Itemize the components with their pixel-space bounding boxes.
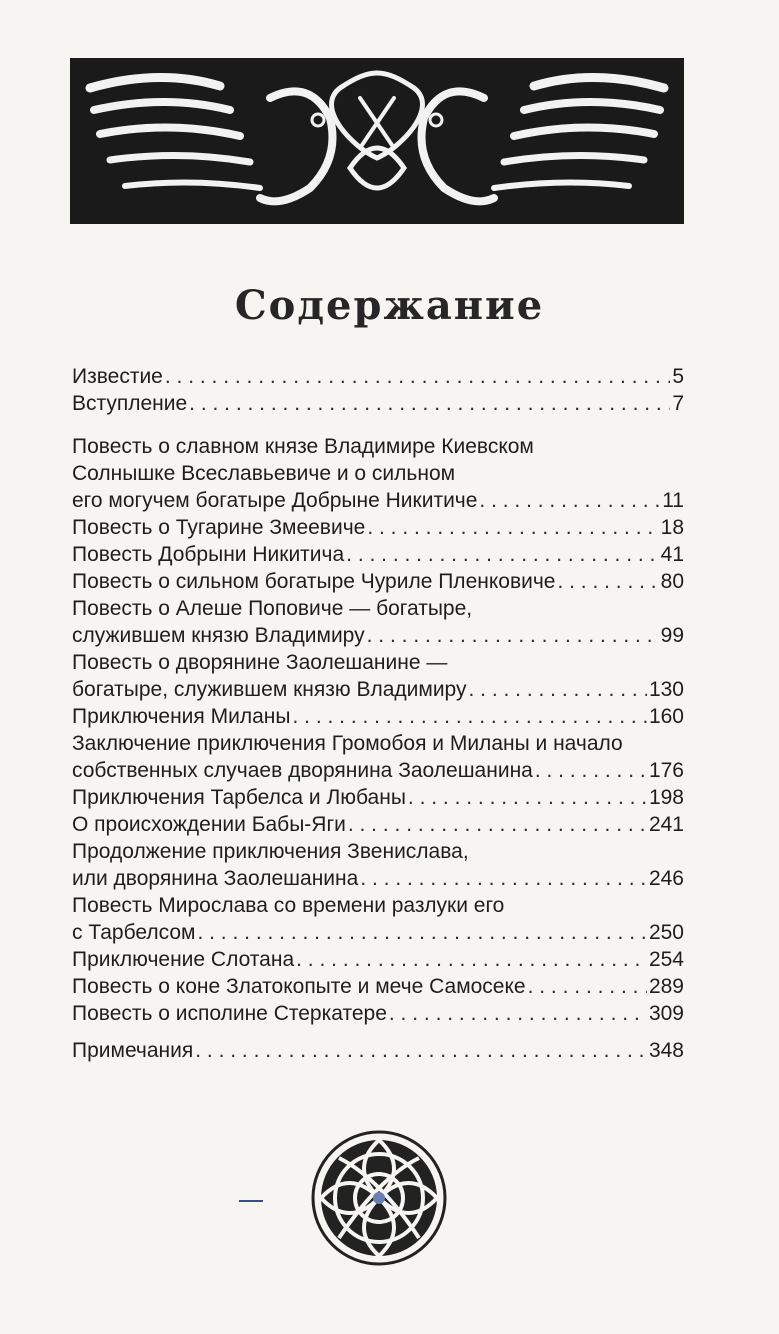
dot-leader <box>479 487 660 514</box>
toc-entry-title: Примечания <box>72 1039 194 1062</box>
stray-mark <box>239 1200 263 1202</box>
dot-leader <box>292 703 646 730</box>
toc-entry <box>72 363 684 390</box>
toc-entry-title: Приключения Тарбелса и Любаны <box>72 786 406 809</box>
toc-entry-title: Повесть о Алеше Поповиче — богатыре, <box>72 597 473 620</box>
toc-entry-title: Повесть о дворянине Заолешанине — <box>72 651 448 674</box>
toc-entry <box>72 973 684 1000</box>
toc-entry-title: Солнышке Всеславьевиче и о сильном <box>72 462 456 485</box>
toc-entry-title: Повесть о коне Златокопыте и мече Самосеке <box>72 975 526 998</box>
toc-page-number: 11 <box>662 489 684 512</box>
dot-leader <box>469 676 647 703</box>
toc-page-number: 246 <box>648 867 684 890</box>
dot-leader <box>346 541 658 568</box>
dot-leader <box>296 946 647 973</box>
toc-entry-title: Приключение Слотана <box>72 948 295 971</box>
toc-entry-title: Повесть Мирослава со времени разлуки его <box>72 894 505 917</box>
dot-leader <box>165 363 670 390</box>
dot-leader <box>528 973 647 1000</box>
toc-entry <box>72 703 684 730</box>
toc-page-number: 99 <box>660 624 684 647</box>
toc-entry-title: Повесть о сильном богатыре Чуриле Пленковиче <box>72 570 556 593</box>
ornament-birds-icon <box>70 58 684 224</box>
dot-leader <box>367 622 659 649</box>
toc-entry <box>72 541 684 568</box>
toc-entry <box>72 649 684 703</box>
toc-page-number: 7 <box>672 392 684 415</box>
toc-entry <box>72 892 684 946</box>
toc-entry-title: О происхождении Бабы-Яги <box>72 813 346 836</box>
toc-entry-title: собственных случаев дворянина Заолешанина <box>72 759 533 782</box>
toc-page-number: 309 <box>648 1002 684 1025</box>
toc-entry <box>72 1000 684 1027</box>
toc-entry-title: его могучем богатыре Добрыне Никитиче <box>72 489 478 512</box>
toc-page-number: 41 <box>660 543 684 566</box>
toc-entry-title: богатыре, служившем князю Владимиру <box>72 678 467 701</box>
dot-leader <box>189 390 670 417</box>
toc-entry-title: Заключение приключения Громобоя и Миланы и начало <box>72 732 623 755</box>
toc-entry-title: Повесть о исполине Стеркатере <box>72 1002 387 1025</box>
toc-entry-title: или дворянина Заолешанина <box>72 867 359 890</box>
dot-leader <box>348 811 647 838</box>
toc-entry-title: служившем князю Владимиру <box>72 624 365 647</box>
toc-page-number: 254 <box>648 948 684 971</box>
toc-page-number: 176 <box>648 759 684 782</box>
toc-entry <box>72 433 684 514</box>
toc-entry-title: Повесть о славном князе Владимире Киевском <box>72 435 534 458</box>
toc-entry <box>72 390 684 417</box>
dot-leader <box>389 1000 647 1027</box>
toc-page-number: 250 <box>648 921 684 944</box>
dot-leader <box>195 1037 647 1064</box>
toc-entry-title: Повесть о Тугарине Змеевиче <box>72 516 366 539</box>
toc-entry <box>72 568 684 595</box>
dot-leader <box>367 514 658 541</box>
table-of-contents <box>72 363 684 1064</box>
toc-entry-title: Вступление <box>72 392 188 415</box>
toc-entry-title: Приключения Миланы <box>72 705 291 728</box>
toc-entry <box>72 1037 684 1064</box>
ornament-banner <box>70 58 684 224</box>
toc-entry <box>72 514 684 541</box>
toc-page-number: 5 <box>672 365 684 388</box>
toc-entry <box>72 946 684 973</box>
toc-page-number: 160 <box>648 705 684 728</box>
toc-page-number: 348 <box>648 1039 684 1062</box>
toc-page-number: 241 <box>648 813 684 836</box>
toc-entry-title: Повесть Добрыни Никитича <box>72 543 345 566</box>
toc-page-number: 80 <box>660 570 684 593</box>
page-title: Содержание <box>234 282 545 329</box>
toc-page-number: 289 <box>648 975 684 998</box>
toc-page-number: 130 <box>648 678 684 701</box>
toc-entry-title: Продолжение приключения Звенислава, <box>72 840 469 863</box>
toc-entry <box>72 595 684 649</box>
dot-leader <box>197 919 646 946</box>
toc-entry-title: с Тарбелсом <box>72 921 196 944</box>
toc-page-number: 18 <box>660 516 684 539</box>
dot-leader <box>360 865 647 892</box>
toc-entry <box>72 784 684 811</box>
dot-leader <box>557 568 658 595</box>
dot-leader <box>408 784 647 811</box>
toc-page-number: 198 <box>648 786 684 809</box>
knotwork-medallion-icon <box>309 1128 449 1268</box>
toc-entry <box>72 838 684 892</box>
dot-leader <box>535 757 647 784</box>
toc-entry <box>72 811 684 838</box>
toc-entry-title: Известие <box>72 365 163 388</box>
toc-entry <box>72 730 684 784</box>
